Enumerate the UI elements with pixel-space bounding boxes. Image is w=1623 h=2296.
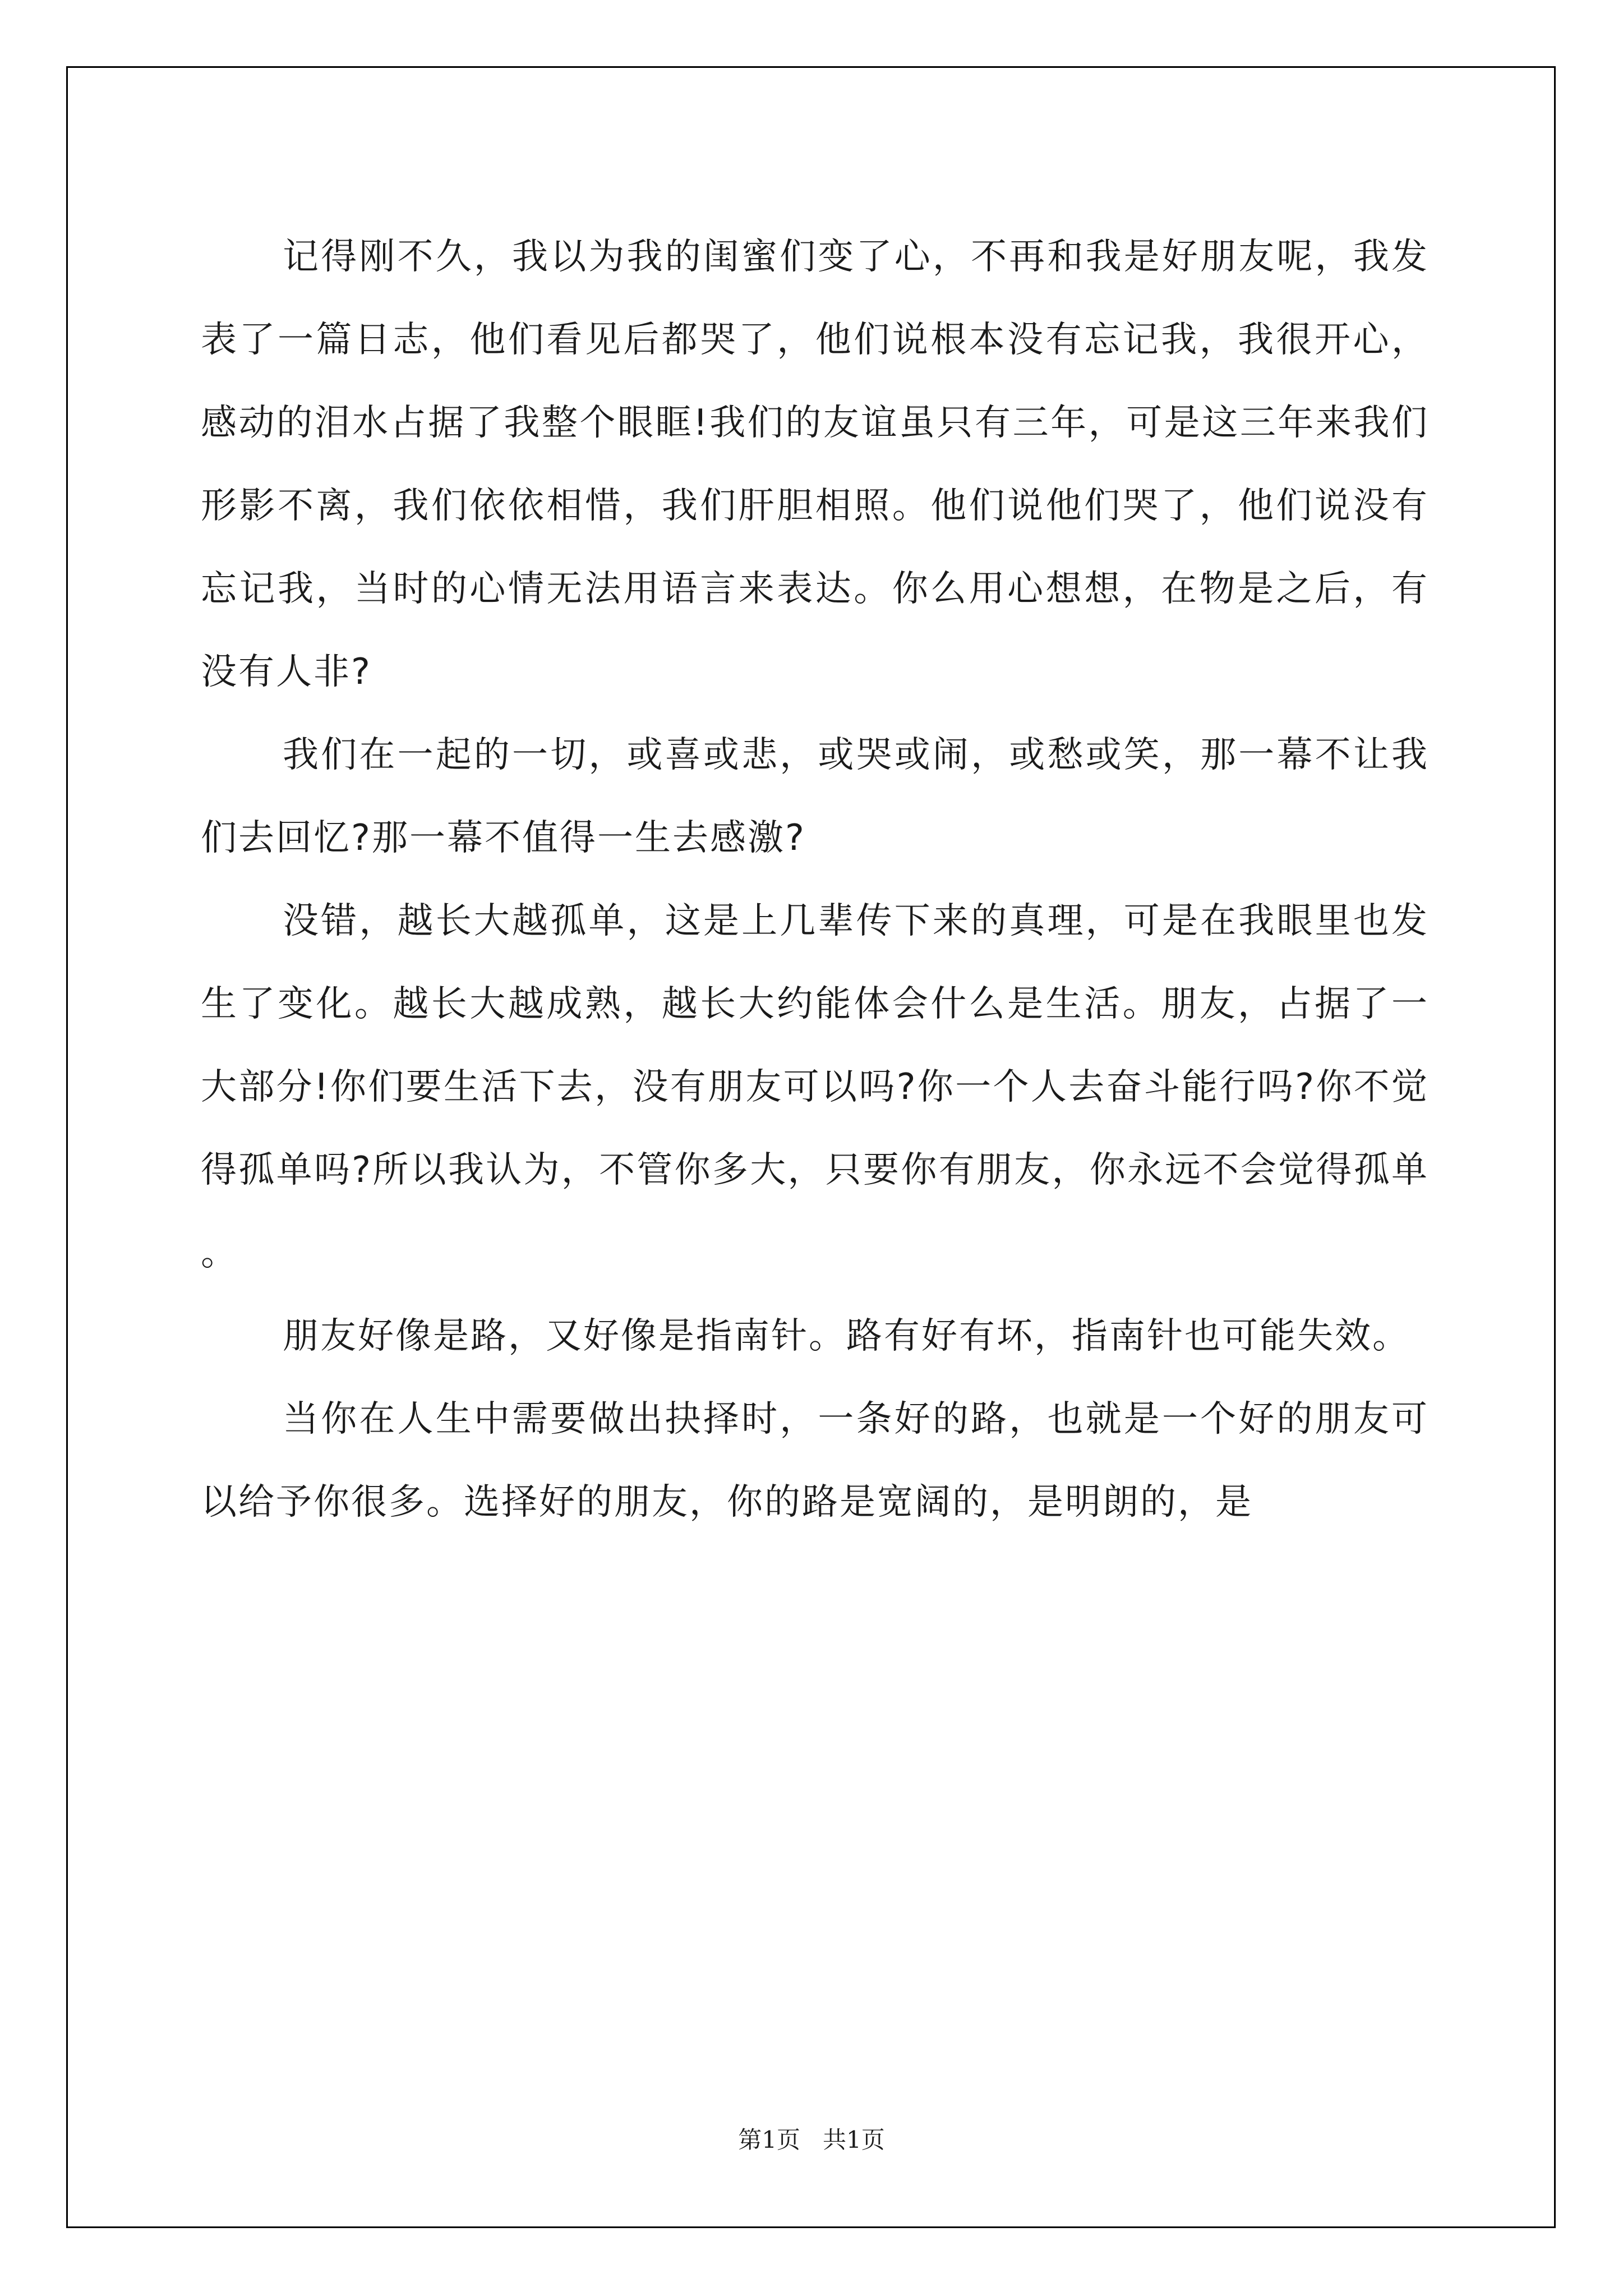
paragraph-5: 当你在人生中需要做出抉择时，一条好的路，也就是一个好的朋友可以给予你很多。选择好的朋友，你的路是宽阔的，是明朗的，是 <box>201 1398 1429 1523</box>
paragraph-1: 记得刚不久，我以为我的闺蜜们变了心，不再和我是好朋友呢，我发表了一篇日志，他们看见后都哭了，他们说根本没有忘记我，我很开心，感动的泪水占据了我整个眼眶!我们的友谊虽只有三年，可是这三年来我们形影不离，我们依依相惜，我们肝胆相照。他们说他们哭了，他们说没有忘记我，当时的心情无法用语言来表达。你么用心想想，在物是之后，有没有人非? <box>201 236 1429 693</box>
paragraph-4: 朋友好像是路，又好像是指南针。路有好有坏，指南针也可能失效。 <box>283 1315 1410 1357</box>
document-body <box>201 215 1429 1544</box>
paragraph-3: 没错，越长大越孤单，这是上几辈传下来的真理，可是在我眼里也发生了变化。越长大越成熟，越长大约能体会什么是生活。朋友，占据了一大部分!你们要生活下去，没有朋友可以吗?你一个人去奋斗能行吗?你不觉得孤单吗?所以我认为，不管你多大，只要你有朋友，你永远不会觉得孤单。 <box>201 900 1429 1274</box>
paragraph-2: 我们在一起的一切，或喜或悲，或哭或闹，或愁或笑，那一幕不让我们去回忆?那一幕不值得一生去感激? <box>201 734 1429 859</box>
page-number-footer: 第1页 共1页 <box>738 2126 885 2154</box>
